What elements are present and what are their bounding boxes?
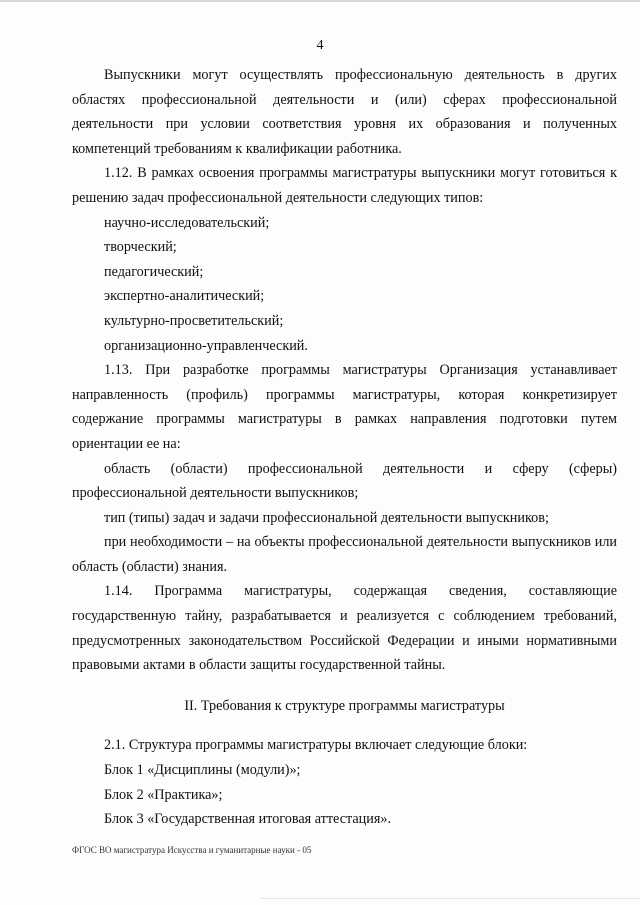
paragraph-orientation-field: область (области) профессиональной деятельности и сферу (сферы) профессиональной деятельности выпускников; xyxy=(72,460,617,502)
list-item: научно-исследовательский; xyxy=(104,214,270,231)
list-item: педагогический; xyxy=(104,263,204,280)
page-number: 4 xyxy=(316,38,324,53)
activity-types-list xyxy=(72,211,617,359)
paragraph-orientation-objects: при необходимости – на объекты профессиональной деятельности выпускников или область (области) знания. xyxy=(72,534,617,575)
program-blocks-list xyxy=(72,758,617,832)
paragraph-orientation-tasks: тип (типы) задач и задачи профессиональной деятельности выпускников; xyxy=(104,509,549,526)
document-body xyxy=(72,63,617,832)
list-item: организационно-управленческий. xyxy=(104,337,308,354)
paragraph-1-13: 1.13. При разработке программы магистратуры Организация устанавливает направленность (профиль) программы магистратуры, которая конкретизирует содержание программы магистратуры в рамках направления подготовки путем ориентации ее на: xyxy=(72,362,617,452)
page-footer: ФГОС ВО магистратура Искусства и гуманитарные науки - 05 xyxy=(72,845,312,855)
scan-edge-bottom xyxy=(260,898,640,899)
list-item: Блок 1 «Дисциплины (модули)»; xyxy=(104,762,301,779)
list-item: культурно-просветительский; xyxy=(104,312,284,329)
paragraph-graduates-other-fields: Выпускники могут осуществлять профессиональную деятельность в других областях профессиональной деятельности и (или) сферах профессиональной деятельности при условии соответствия уровня их образования и полученных компетенций требованиям к квалификации работника. xyxy=(72,67,617,157)
scan-edge-top xyxy=(0,0,640,2)
list-item: Блок 3 «Государственная итоговая аттестация». xyxy=(104,811,392,828)
paragraph-1-12: 1.12. В рамках освоения программы магистратуры выпускники могут готовиться к решению задач профессиональной деятельности следующих типов: xyxy=(72,165,617,206)
list-item: экспертно-аналитический; xyxy=(104,288,265,305)
list-item: творческий; xyxy=(104,239,177,256)
section-heading: II. Требования к структуре программы магистратуры xyxy=(184,697,505,714)
paragraph-2-1: 2.1. Структура программы магистратуры включает следующие блоки: xyxy=(104,737,528,754)
paragraph-1-14: 1.14. Программа магистратуры, содержащая сведения, составляющие государственную тайну, разрабатывается и реализуется с соблюдением требований, предусмотренных законодательством Российской Федерации и иными нормативными правовыми актами в области защиты государственной тайны. xyxy=(72,583,617,674)
list-item: Блок 2 «Практика»; xyxy=(104,786,223,803)
